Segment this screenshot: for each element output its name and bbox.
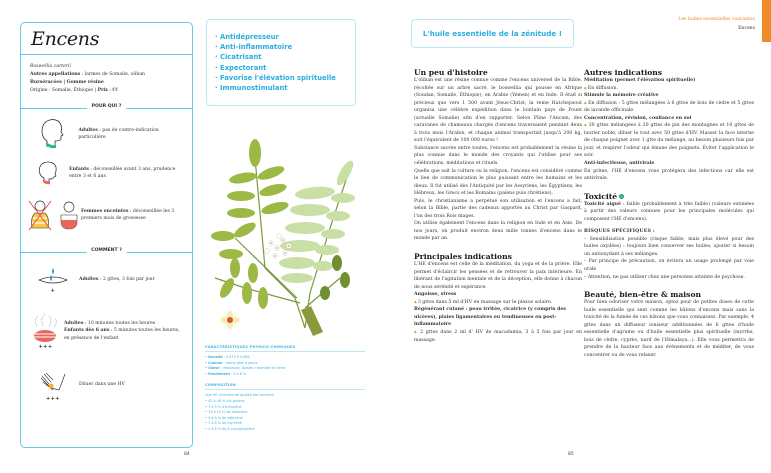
property-item: · Antidépresseur xyxy=(215,32,347,42)
indication-text: ◆ 20 gttes mélangées à 20 gttes de pin des montagnes et 10 gttes de laurier noble, diluer le tout avec 50 gttes d'HV. Masser la face interne de chaque poignet avec 1 gtte du mélange, au besoin plusieurs fois par jour, et respirer l'odeur qui émane des poignets. Éviter l'application le soir. xyxy=(584,122,754,160)
paragraph: On utilise également l'encens dans la religion en Inde et en Asie. De nos jours, on produit environ deux mille tonnes d'encens dans le monde par an. xyxy=(414,221,582,242)
history-title: Un peu d'histoire xyxy=(414,68,488,77)
left-page xyxy=(0,0,385,473)
risk-item: – Par principe de précaution, on évitera un usage prolongé par voie orale xyxy=(584,259,754,273)
identity-card xyxy=(20,22,193,448)
paragraph: L'oliban est une résine connue comme l'encens universel de la Bible, récoltée sur un arbre sacré, le boswellia qui pousse en Afrique (Soudan, Somalie, Éthiopie), en Arabie (Yémen) et en Inde. Il était si précieux que vers 1 500 avant Jésus-Christ, la reine Hatchepsout organisa une célèbre expédition dans le lointain pays de Pount (actuelle Somalie) afin d'en rapporter. Selon Pline l'Ancien, des caravanes de chameaux chargés d'encens traversaient pendant deux à trois mois l'Arabie, et chaque animal transportait jusqu'à 200 kg, soit l'équivalent de 100 000 euros ! xyxy=(414,78,582,144)
composition-item: • 4 à 9 % de sabinène xyxy=(205,416,365,422)
physchem-heading: CARACTÉRISTIQUES PHYSICO-CHIMIQUES xyxy=(205,345,365,352)
indication-text: ◆ 2 gttes dans 2 ml d' HV de macadamia, 3 à 5 fois par jour en massage. xyxy=(414,329,582,344)
toxicity-level-icon xyxy=(619,194,624,199)
plant-illustration xyxy=(205,118,360,343)
indication-heading: Concentration, révision, confiance en soi xyxy=(584,115,692,121)
pregnant-woman-icon xyxy=(27,198,81,232)
how-skin: +++ Diluer dans une HV xyxy=(21,359,192,411)
family: Burséracées | Gomme résine xyxy=(30,80,104,85)
paragraph: Pour bien odoriser votre maison, optez pour de petites doses de cette huile essentielle qui sent comme les bâtons d'encens mais sans la toxicité de la fumée de ces bâtons que vous connaissez. Par exemple, 4 gttes dans un diffuseur ioniseur additionnées de 6 gttes d'huile essentielle d'agrume ou d'huile essentielle plus spirituelle (myrrhe, bois de cèdre, cyprès, nard de l'Himalaya...). Elle vous permettra de prendre de la hauteur face aux événements et de méditer, de vous concentrer ou de vous relaxer. xyxy=(584,300,754,358)
indication-text: ◆ 3 gttes dans 5 ml d'HV en massage sur le plexus solaire. xyxy=(414,299,582,307)
main-indications-title: Principales indications xyxy=(414,252,512,262)
risk-item: – Sensibilisation possible (risque faible, mais plus élevé pour des huiles oxydées) : toujours bien conserver ses huiles, ajouter si besoin un antioxydant à ses mélanges. xyxy=(584,236,754,257)
composition-item: • 7 à 8 % de myrcène xyxy=(205,421,365,427)
adult-head-icon xyxy=(27,115,78,153)
toxicity-acute: Toxicité aiguë : faible (probablement à très faible) (valeurs estimées à partir des valeurs connues pour les principales molécules qui composent l'HE d'encens). xyxy=(584,201,754,222)
composition-intro: Une HE d'encens de qualité bio contient : xyxy=(205,393,276,398)
other-names: Autres appellations : larmes de Somalie, oliban xyxy=(30,72,146,77)
physchem-item: • Couleur : jaune pâle à jaune xyxy=(205,361,365,367)
paragraph: En prime, l'HE d'encens vous protégera des infections car elle est antivirale. xyxy=(584,168,754,182)
composition-item: • 1 à 8 % de β-caryophyllène xyxy=(205,427,365,433)
child-head-icon xyxy=(27,154,69,192)
how-heading: COMMENT ? xyxy=(21,247,192,257)
origin-price: Origine : Somalie, Éthiopie | Prix : €€ xyxy=(30,88,119,93)
indication-heading: Régénérant cutané : peau irritée, cicatrice (y compris des ulcères), plaies ligamentaires ou tendineuses en post-inflammatoire xyxy=(414,307,566,328)
who-children: Enfants : déconseillée avant 3 ans, prudence entre 3 et 6 ans xyxy=(21,155,192,191)
paragraph: Quelle que soit la culture ou la religion, l'encens est considéré comme le lien de communication le plus puissant entre les humains et les dieux. Il fut utilisé dès l'Antiquité par les Assyriens, les Égyptiens, les Hébreux, les Grecs et les Romains (païens puis chrétiens). xyxy=(414,168,582,197)
physchem-item: • Rendement : 3 à 8 % xyxy=(205,372,365,378)
physchem-section xyxy=(205,345,365,433)
who-pregnant: Femmes enceintes : déconseillée les 3 premiers mois de grossesse xyxy=(21,191,192,239)
right-page xyxy=(385,0,771,473)
physchem-item: • Odeur : résineuse, boisée, citronnée et verte xyxy=(205,366,365,372)
tagline: L'huile essentielle de la zénitude ! xyxy=(411,19,574,48)
how-diffusion: +++ Adultes : 10 minutes toutes les heures Enfants dès 6 ans : 5 minutes toutes les heures, en présence de l'enfant xyxy=(21,303,192,359)
paragraph: L'HE d'encens est celle de la méditation, du yoga et de la prière. Elle permet d'éclaircir les pensées et de retrouver la paix intérieure. En libérant de l'agitation mentale et de la déception, elle donne à chacun de nous sérénité et espérance. xyxy=(414,262,582,290)
who-heading: POUR QUI ? xyxy=(21,103,192,113)
diffusion-icon: +++ xyxy=(27,312,64,350)
properties-list xyxy=(206,19,356,106)
who-adults: Adultes : pas de contre-indication particulière xyxy=(21,113,192,155)
indication-heading: Méditation (permet l'élévation spirituelle) xyxy=(584,78,696,83)
indication-heading: Anti-infectieuse, antivirale xyxy=(584,161,655,167)
indication-text: ◆ En diffusion. xyxy=(584,85,754,93)
property-item: · Immunostimulant xyxy=(215,83,347,93)
indication-text: ◆ En diffusion : 5 gttes mélangées à 6 gttes de bois de cèdre et 5 gttes de lavande officinale. xyxy=(584,100,754,115)
skin-application-icon: +++ xyxy=(27,368,79,402)
risks-heading: RISQUES SPÉCIFIQUES : xyxy=(584,229,655,235)
column-2 xyxy=(584,68,754,360)
indication-heading: Angoisse, stress xyxy=(414,292,457,298)
card-info xyxy=(21,55,192,101)
composition-item: • 42 à 48 % d'α-pinène xyxy=(205,399,365,405)
physchem-item: • Densité : 0,875 à 0,885 xyxy=(205,355,365,361)
running-head: Les huiles essentielles courantes Encens xyxy=(678,17,755,31)
latin-name: Boswellia carterii xyxy=(30,64,71,69)
section-tab xyxy=(762,0,771,42)
page-number: 85 xyxy=(568,452,574,457)
toxicity-title: Toxicité xyxy=(584,192,754,201)
property-item: · Expectorant xyxy=(215,63,347,73)
beauty-title: Beauté, bien-être & maison xyxy=(584,290,702,300)
column-1 xyxy=(414,68,582,344)
composition-heading: COMPOSITION xyxy=(205,383,365,390)
property-item: · Favorise l'élévation spirituelle xyxy=(215,73,347,83)
paragraph: Substance sacrée entre toutes, l'encens est probablement la résine la plus connue dans le monde des croyants qui l'utilise pour ses célébrations, méditations et rituels. xyxy=(414,145,582,167)
property-item: · Cicatrisant xyxy=(215,52,347,62)
how-oral: + Adultes : 2 gttes, 3 fois par jour xyxy=(21,257,192,303)
other-indications-title: Autres indications xyxy=(584,68,663,77)
card-title: Encens xyxy=(31,28,100,50)
composition-item: • 13 à 15 % de limonène xyxy=(205,410,365,416)
risk-item: – Attention, ne pas utiliser chez une personne atteinte de psychose. xyxy=(584,274,745,280)
paragraph: Puis, le christianisme a perpétué son utilisation et l'encens a fait, selon la Bible, partie des cadeaux apportés au Christ par Gaspard, l'un des trois Rois mages. xyxy=(414,198,582,219)
composition-item: • 7 à 9 % d'α-thujène xyxy=(205,405,365,411)
page-number: 84 xyxy=(184,452,190,457)
property-item: · Anti-inflammatoire xyxy=(215,42,347,52)
oral-drops-icon: + xyxy=(27,266,79,294)
indication-heading: Stimule la mémoire créative xyxy=(584,93,659,99)
